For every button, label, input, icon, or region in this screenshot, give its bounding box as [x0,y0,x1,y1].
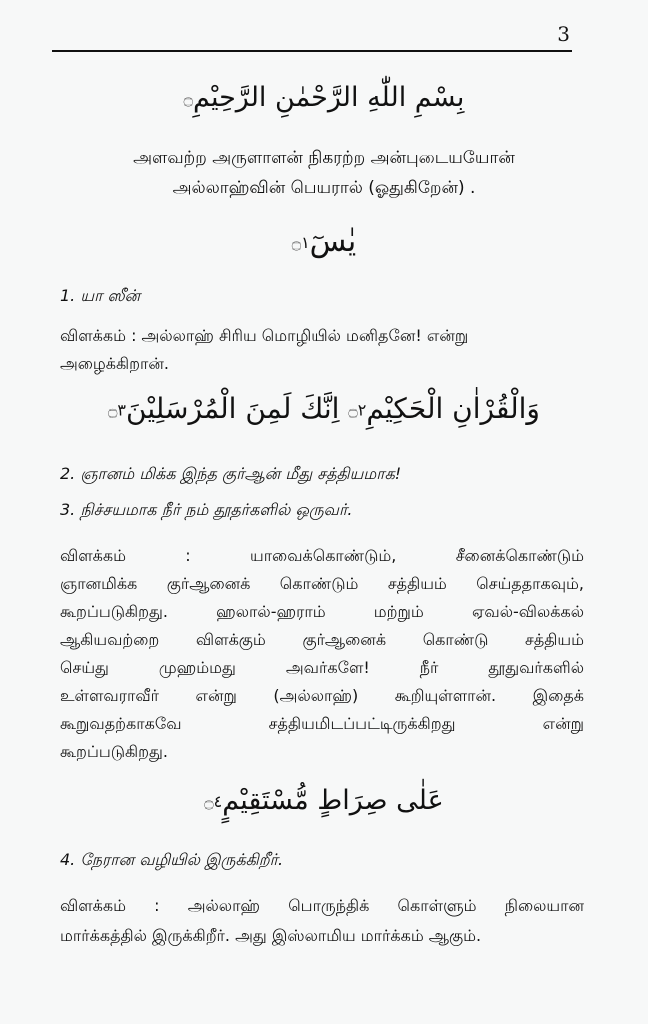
ayah-end-mark: ۝ [183,89,193,108]
bismillah-translation-line-2: அல்லாஹ்வின் பெயரால் (ஓதுகிறேன்) . [172,178,476,198]
verse-3-explanation-line-4: ஆகியவற்றை விளக்கும் குர்ஆனைக் கொண்டு சத்தியம் [60,630,584,649]
verse-4-translation: 4. நேரான வழியில் இருக்கிறீர். [60,850,284,869]
verse-3-explanation-line-5: செய்து முஹம்மது அவர்களே! நீர் தூதுவர்களில் [60,658,584,677]
verse-4-explanation-line-1: விளக்கம் : அல்லாஹ் பொருந்திக் கொள்ளும் நிலையான [60,896,584,915]
yasin-arabic-text: يٰسٓ [309,224,357,259]
ayah-number-mark: ۝١ [291,233,310,252]
bismillah-arabic [0,82,648,113]
verse-3-explanation-line-2: ஞானமிக்க குர்ஆனைக் கொண்டும் சத்தியம் செய்ததாகவும், [60,574,584,593]
verse-1-translation: 1. யா ஸீன் [60,286,141,305]
ayah-number-mark: ۝٢ [348,400,367,420]
bismillah-arabic-text: بِسْمِ اللّٰهِ الرَّحْمٰنِ الرَّحِيْمِ [193,82,465,113]
verse-2-arabic-text: وَالْقُرْاٰنِ الْحَكِيْمِ [366,392,540,425]
verses-2-3-arabic [0,392,648,425]
verse-3-explanation-line-1: விளக்கம் : யாவைக்கொண்டும், சீனைக்கொண்டும் [60,546,584,565]
ayah-number-mark: ۝٣ [108,400,126,420]
verse-3-explanation-line-8: கூறப்படுகிறது. [60,742,168,761]
verse-3-explanation-line-7: கூறுவதற்காகவே சத்தியமிடப்பட்டிருக்கிறது என்று [60,714,584,733]
ayah-number-mark: ۝٤ [204,792,223,811]
verse-1-explanation-line-1: விளக்கம் : அல்லாஹ் சிரிய மொழியில் மனிதனே! என்று [60,326,469,345]
verse-1-explanation-line-2: அழைக்கிறான். [60,354,169,373]
yasin-heading [0,224,648,259]
bismillah-translation-line-1: அளவற்ற அருளாளன் நிகரற்ற அன்புடையயோன் [133,148,515,168]
verse-3-explanation-line-3: கூறப்படுகிறது. ஹலால்-ஹராம் மற்றும் ஏவல்-விலக்கல் [60,602,584,621]
page-number: 3 [557,22,570,46]
verse-3-explanation-line-6: உள்ளவராவீர் என்று (அல்லாஹ்) கூறியுள்ளான். இதைக் [60,686,584,705]
header-rule [52,50,572,52]
verse-4-explanation-line-2: மார்க்கத்தில் இருக்கிறீர். அது இஸ்லாமிய மார்க்கம் ஆகும். [60,926,482,945]
verse-2-translation: 2. ஞானம் மிக்க இந்த குர்ஆன் மீது சத்தியமாக! [60,464,402,483]
verse-3-translation: 3. நிச்சயமாக நீர் நம் தூதர்களில் ஒருவர். [60,500,353,519]
verse-4-arabic [0,785,648,816]
bismillah-translation [60,143,588,203]
verse-4-arabic-text: عَلٰى صِرَاطٍ مُّسْتَقِيْمٍ [222,785,444,816]
verse-3-arabic-text: اِنَّكَ لَمِنَ الْمُرْسَلِيْنَ [126,392,340,425]
